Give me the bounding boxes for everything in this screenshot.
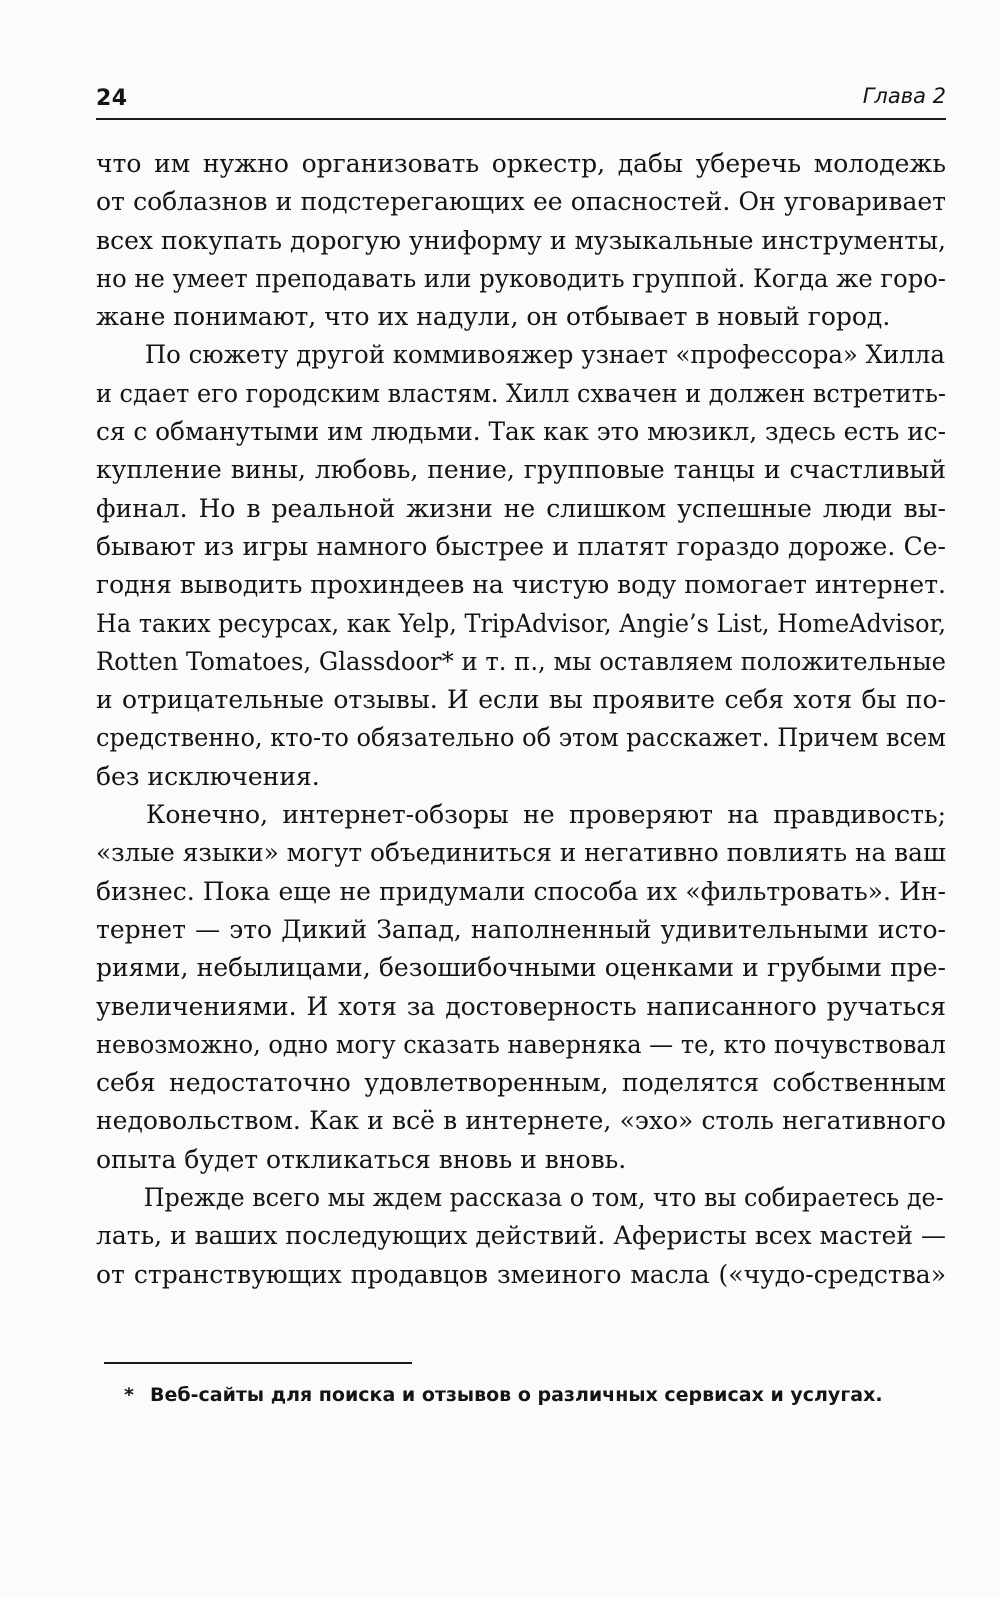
paragraph xyxy=(96,796,946,1179)
text-line: годня выводить прохиндеев на чистую воду помогает интернет. xyxy=(96,570,946,600)
footnote-text: Веб-сайты для поиска и отзывов о различных сервисах и услугах. xyxy=(150,1384,883,1406)
text-line: финал. Но в реальной жизни не слишком успешные люди вы- xyxy=(96,493,946,523)
text-line: и сдает его городским властям. Хилл схвачен и должен встретить- xyxy=(96,378,946,408)
text-line: но не умеет преподавать или руководить группой. Когда же горо- xyxy=(96,263,946,293)
text-line: всех покупать дорогую униформу и музыкальные инструменты, xyxy=(96,225,946,255)
footnote-mark: * xyxy=(124,1384,134,1406)
text-line: риями, небылицами, безошибочными оценками и грубыми пре- xyxy=(96,953,946,983)
paragraph xyxy=(96,336,946,796)
text-line: невозможно, одно могу сказать наверняка — те, кто почувствовал xyxy=(96,1029,946,1059)
text-line: недовольством. Как и всё в интернете, «эхо» столь негативного xyxy=(96,1106,946,1136)
text-line: от странствующих продавцов змеиного масла («чудо-средства» xyxy=(96,1259,946,1289)
text-line: бизнес. Пока еще не придумали способа их «фильтровать». Ин- xyxy=(96,876,946,906)
text-line: Конечно, интернет-обзоры не проверяют на правдивость; xyxy=(146,800,946,830)
text-line: что им нужно организовать оркестр, дабы уберечь молодежь xyxy=(96,149,946,178)
paragraph xyxy=(96,1179,946,1294)
text-line: от соблазнов и подстерегающих ее опасностей. Он уговаривает xyxy=(96,187,946,217)
text-line: увеличениями. И хотя за достоверность написанного ручаться xyxy=(96,991,946,1021)
text-line: «злые языки» могут объединиться и негативно повлиять на ваш xyxy=(96,838,946,868)
text-line: жане понимают, что их надули, он отбывает в новый город. xyxy=(96,302,891,332)
paragraph xyxy=(96,145,946,336)
running-header xyxy=(96,78,946,120)
text-line: бывают из игры намного быстрее и платят гораздо дороже. Се- xyxy=(96,531,946,561)
text-line: лать, и ваших последующих действий. Аферисты всех мастей — xyxy=(96,1221,946,1251)
footnote xyxy=(124,1382,904,1408)
text-line: На таких ресурсах, как Yelp, TripAdvisor, Angie’s List, HomeAdvisor, xyxy=(96,608,946,638)
chapter-label: Глава 2 xyxy=(862,84,946,108)
text-line: себя недостаточно удовлетворенным, поделятся собственным xyxy=(96,1068,946,1098)
text-line: ся с обманутыми им людьми. Так как это мюзикл, здесь есть ис- xyxy=(96,417,947,447)
body-text xyxy=(96,145,946,1294)
text-line: и отрицательные отзывы. И если вы проявите себя хотя бы по- xyxy=(96,685,946,715)
text-line: средственно, кто-то обязательно об этом расскажет. Причем всем xyxy=(96,723,946,753)
text-line: купление вины, любовь, пение, групповые танцы и счастливый xyxy=(96,455,946,485)
text-line: Прежде всего мы ждем рассказа о том, что вы собираетесь де- xyxy=(143,1183,944,1213)
text-line: без исключения. xyxy=(96,761,320,791)
footnote-divider xyxy=(104,1362,412,1364)
page-number: 24 xyxy=(96,86,128,111)
text-line: Rotten Tomatoes, Glassdoor* и т. п., мы оставляем положительные xyxy=(96,646,946,676)
text-line: тернет — это Дикий Запад, наполненный удивительными исто- xyxy=(96,914,946,944)
text-line: По сюжету другой коммивояжер узнает «профессора» Хилла xyxy=(144,340,945,370)
text-line: опыта будет откликаться вновь и вновь. xyxy=(96,1144,627,1174)
